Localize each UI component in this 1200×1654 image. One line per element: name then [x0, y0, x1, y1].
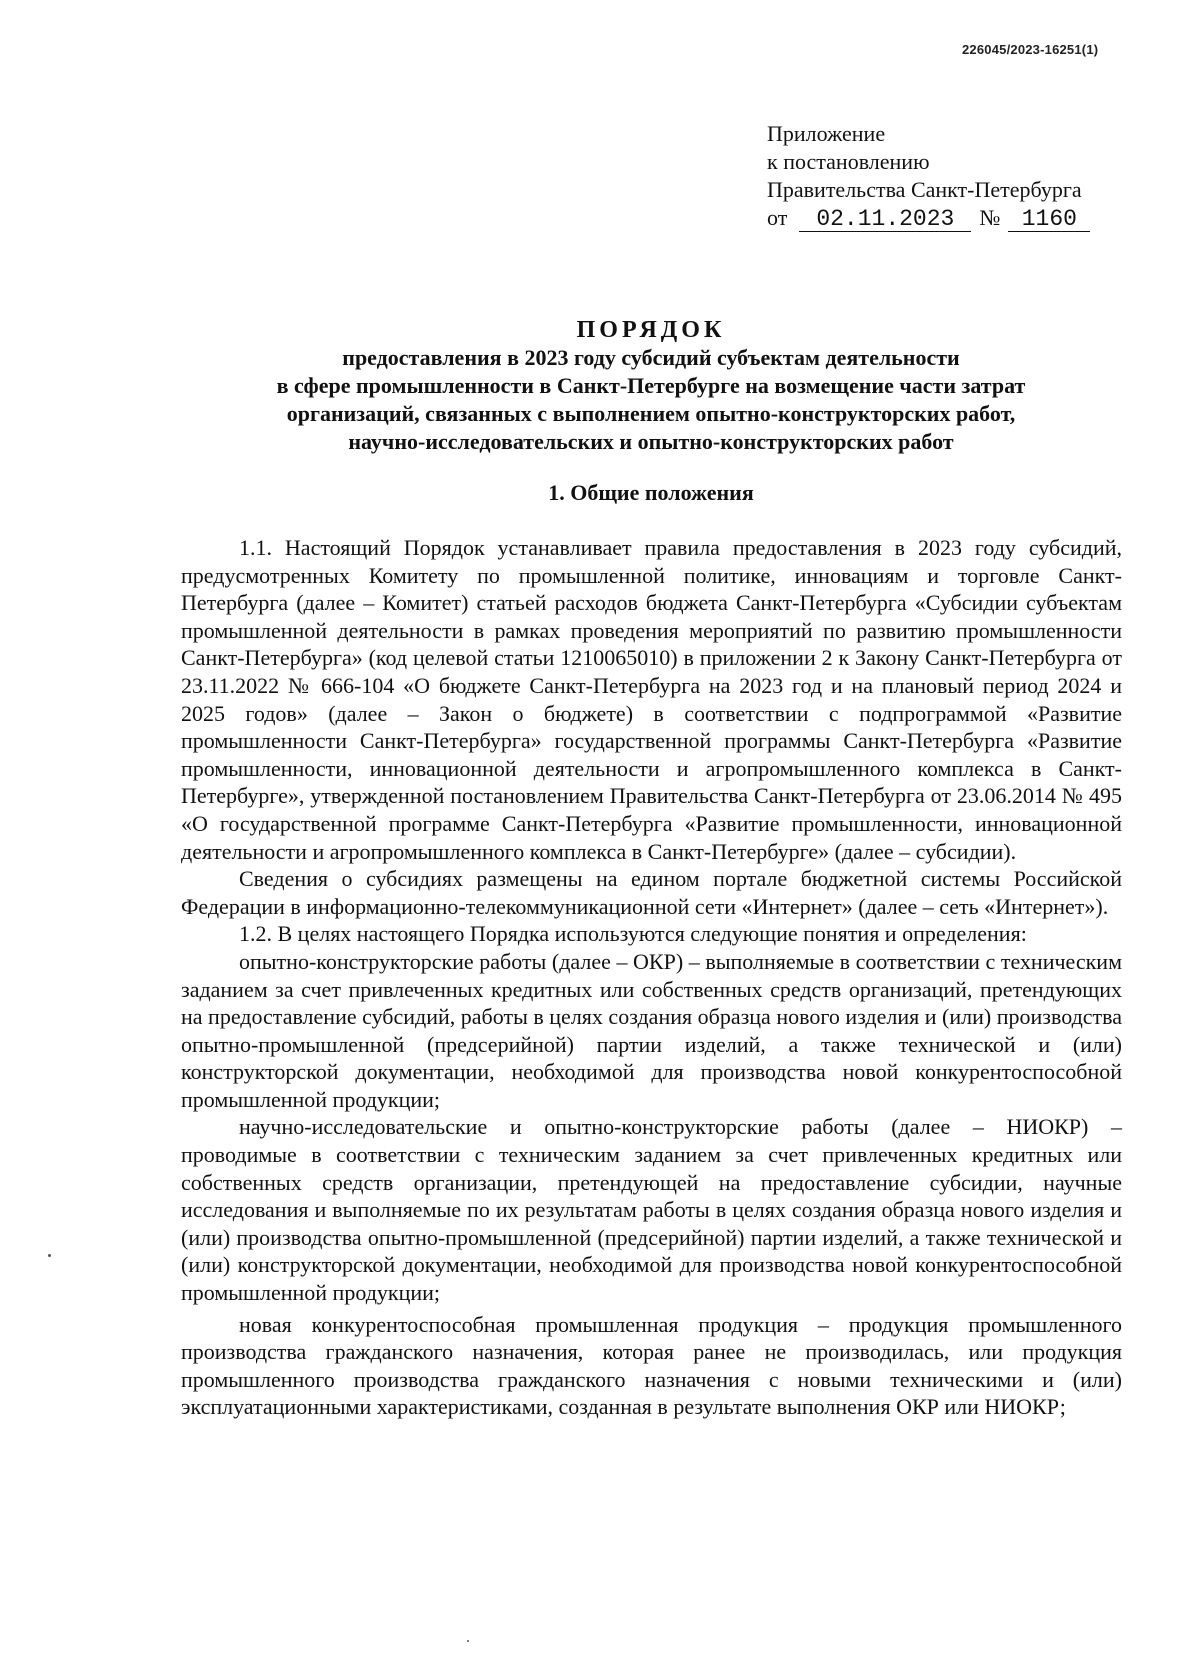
paragraph-niokr-definition: научно-исследовательские и опытно-конструкторские работы (далее – НИОКР) – проводимые в соответствии с техническим заданием за счет привлеченных кредитных или собственных средств организации, претендующей на предоставление субсидии, научные исследования и выполняемые по их результатам работы в целях создания образца нового изделия и (или) производства опытно-промышленной (предсерийной) партии изделий, а также технической и (или) конструкторской документации, необходимой для производства новой конкурентоспособной промышленной продукции; [181, 1114, 1122, 1306]
title-line-1: предоставления в 2023 году субсидий субъектам деятельности [342, 345, 960, 370]
appendix-line-2: к постановлению [767, 149, 930, 174]
title-line-3: организаций, связанных с выполнением опытно-конструкторских работ, [286, 401, 1016, 426]
date-prefix: от [767, 205, 788, 230]
resolution-date: 02.11.2023 [799, 207, 971, 232]
title-line-4: научно-исследовательских и опытно-конструкторских работ [348, 429, 954, 454]
paragraph-1-1: 1.1. Настоящий Порядок устанавливает правила предоставления в 2023 году субсидий, предусмотренных Комитету по промышленной политике, инновациям и торговле Санкт-Петербурга (далее – Комитет) статьей расходов бюджета Санкт-Петербурга «Субсидии субъектам промышленной деятельности в рамках проведения мероприятий по развитию промышленности Санкт-Петербурга» (код целевой статьи 1210065010) в приложении 2 к Закону Санкт-Петербурга от 23.11.2022 № 666-104 «О бюджете Санкт-Петербурга на 2023 год и на плановый период 2024 и 2025 годов» (далее – Закон о бюджете) в соответствии с подпрограммой «Развитие промышленности Санкт-Петербурга» государственной программы Санкт-Петербурга «Развитие промышленности, инновационной деятельности и агропромышленного комплекса в Санкт-Петербурге», утвержденной постановлением Правительства Санкт-Петербурга от 23.06.2014 № 495 «О государственной программе Санкт-Петербурга «Развитие промышленности, инновационной деятельности и агропромышленного комплекса в Санкт-Петербурге» (далее – субсидии). [181, 535, 1122, 864]
appendix-line-3: Правительства Санкт-Петербурга [767, 177, 1082, 202]
appendix-block [767, 120, 1090, 232]
document-body [181, 534, 1122, 1421]
paragraph-1-2: 1.2. В целях настоящего Порядка используются следующие понятия и определения: [239, 921, 1027, 947]
paragraph-new-product-definition: новая конкурентоспособная промышленная продукция – продукция промышленного производства гражданского назначения, которая ранее не производилась, или продукция промышленного производства гражданского назначения с новыми техническими и (или) эксплуатационными характеристиками, созданная в результате выполнения ОКР или НИОКР; [181, 1311, 1122, 1420]
section-heading: 1. Общие положения [548, 480, 754, 505]
resolution-number: 1160 [1008, 207, 1090, 232]
title-line-2: в сфере промышленности в Санкт-Петербурге на возмещение части затрат [276, 373, 1026, 398]
paragraph-okr-definition: опытно-конструкторские работы (далее – ОКР) – выполняемые в соответствии с техническим заданием за счет привлеченных кредитных или собственных средств организаций, претендующих на предоставление субсидий, работы в целях создания образца нового изделия и (или) производства опытно-промышленной (предсерийной) партии изделий, а также технической и (или) конструкторской документации, необходимой для производства новой конкурентоспособной промышленной продукции; [181, 948, 1122, 1112]
document-title [181, 316, 1121, 456]
scan-speck [467, 1640, 469, 1642]
number-sign: № [979, 205, 1001, 230]
paragraph-subsidy-info: Сведения о субсидиях размещены на едином портале бюджетной системы Российской Федерации в информационно-телекоммуникационной сети «Интернет» (далее – сеть «Интернет»). [181, 866, 1122, 919]
appendix-date-line [767, 204, 1090, 232]
registration-number: 226045/2023-16251(1) [962, 42, 1099, 57]
appendix-line-1: Приложение [767, 121, 886, 146]
title-main: ПОРЯДОК [576, 317, 726, 343]
scan-speck [48, 1254, 51, 1257]
